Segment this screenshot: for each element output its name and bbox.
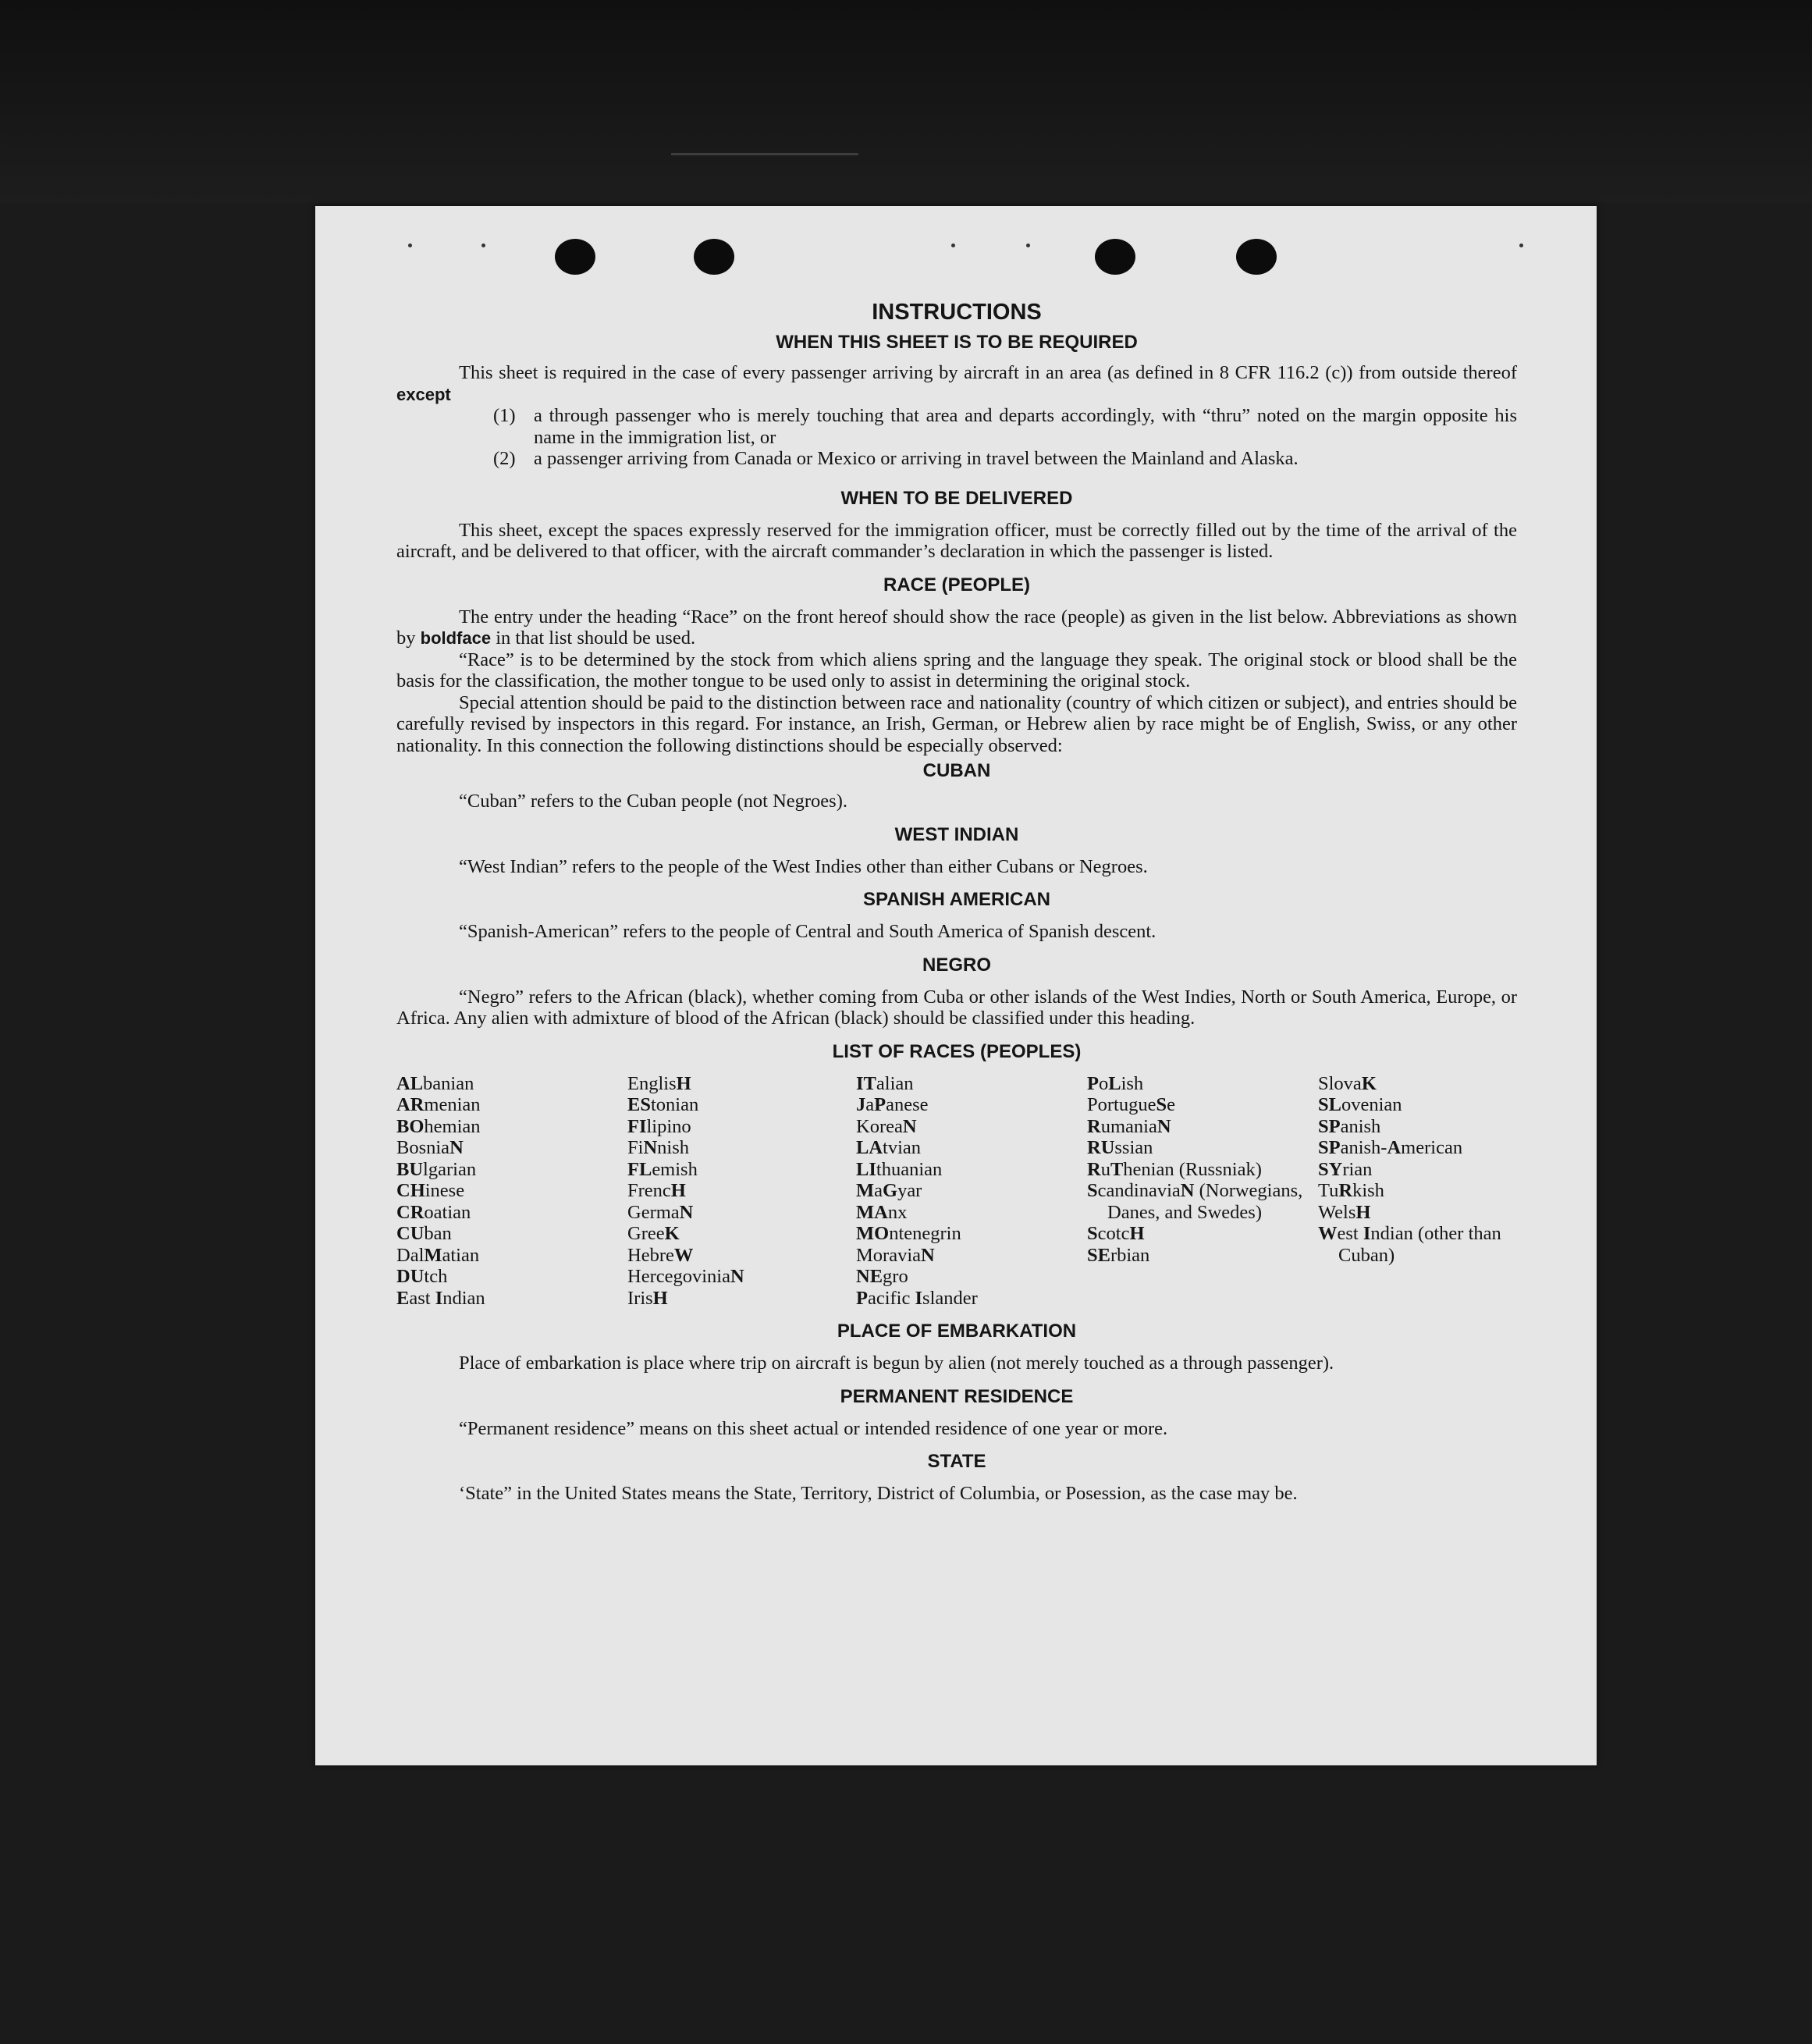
race-abbrev: SE — [1087, 1244, 1110, 1266]
race-entry — [1318, 1223, 1517, 1266]
race-text: banian — [423, 1072, 474, 1094]
race-entry — [627, 1137, 856, 1159]
race-abbrev: M — [856, 1180, 875, 1201]
race-text: Fi — [627, 1137, 644, 1158]
race-text: a — [874, 1180, 883, 1201]
race-text: a — [865, 1094, 875, 1115]
race-entry — [627, 1223, 856, 1245]
race-abbrev: MA — [856, 1201, 888, 1223]
race-entry — [1087, 1180, 1318, 1223]
race-text: ish — [1121, 1072, 1144, 1094]
race-text: Englis — [627, 1072, 677, 1094]
race-abbrev: RU — [1087, 1137, 1115, 1158]
race-abbrev: NE — [856, 1266, 883, 1287]
race-text: Tu — [1318, 1180, 1339, 1201]
race-abbrev: N — [679, 1201, 694, 1223]
race-abbrev: W — [673, 1244, 694, 1266]
race-text: thuanian — [876, 1158, 943, 1180]
race-entry — [856, 1094, 1087, 1116]
race-abbrev: I — [1363, 1223, 1371, 1244]
race-entry — [1087, 1245, 1318, 1267]
punch-hole — [1236, 239, 1277, 275]
race-abbrev: L — [1108, 1072, 1121, 1094]
heading-race: RACE (PEOPLE) — [883, 574, 1030, 595]
race-entry — [1087, 1073, 1318, 1095]
race-text: o — [1098, 1072, 1109, 1094]
race-text: ovenian — [1341, 1094, 1402, 1115]
race-entry — [1318, 1094, 1517, 1116]
race-abbrev: IT — [856, 1072, 876, 1094]
race-entry — [1087, 1137, 1318, 1159]
race-text: nish — [657, 1137, 689, 1158]
race-text: cotc — [1097, 1223, 1130, 1244]
race-text: hemian — [424, 1115, 481, 1137]
race-text: gro — [883, 1266, 908, 1287]
race-entry — [396, 1137, 627, 1159]
race-abbrev: R — [1087, 1115, 1101, 1137]
race-entry — [627, 1116, 856, 1138]
race-entry — [396, 1266, 627, 1288]
race-entry — [856, 1202, 1087, 1224]
race-abbrev: SP — [1318, 1137, 1341, 1158]
race-entry — [627, 1159, 856, 1181]
race-entry — [627, 1180, 856, 1202]
race-text: e — [1167, 1094, 1175, 1115]
race-text: Gree — [627, 1223, 665, 1244]
race-text: henian (Russniak) — [1123, 1158, 1262, 1180]
race-abbrev: AL — [396, 1072, 424, 1094]
race-abbrev: N — [1180, 1180, 1195, 1201]
negro-text: “Negro” refers to the African (black), whether coming from Cuba or other islands of the West Indies, North or South America, Europe, or Africa. Any alien with admixture of blood of the African (black) should be classified under this heading. — [396, 986, 1517, 1029]
race-entry — [396, 1180, 627, 1202]
boldface-keyword: boldface — [420, 628, 492, 648]
delivered-text: This sheet, except the spaces expressly reserved for the immigration officer, must be correctly filled out by the time of the arrival of the aircraft, and be delivered to that officer, with the aircraft commander’s declaration in which the passenger is listed. — [396, 519, 1517, 562]
race-text: tvian — [883, 1137, 922, 1158]
race-abbrev: CH — [396, 1180, 425, 1201]
race-entry — [1318, 1180, 1517, 1202]
race-text: atian — [442, 1244, 480, 1266]
race-abbrev: R — [1087, 1158, 1101, 1180]
race-text: ast — [409, 1287, 435, 1309]
race-text: merican — [1401, 1137, 1463, 1158]
race-abbrev: K — [664, 1223, 680, 1244]
race-abbrev: SP — [1318, 1115, 1341, 1137]
race-text: nx — [887, 1201, 908, 1223]
race-text: yar — [897, 1180, 922, 1201]
race-abbrev: SY — [1318, 1158, 1343, 1180]
heading-state: STATE — [927, 1451, 986, 1472]
scan-artifact — [671, 153, 858, 155]
heading-residence: PERMANENT RESIDENCE — [840, 1385, 1074, 1407]
race-text: candinavia — [1097, 1180, 1181, 1201]
race-text: ssian — [1114, 1137, 1153, 1158]
race-entry — [627, 1266, 856, 1288]
race-entry — [1087, 1223, 1318, 1245]
race-abbrev: DU — [396, 1266, 425, 1287]
race-text: u — [1100, 1158, 1110, 1180]
heading-negro: NEGRO — [922, 954, 991, 976]
race-abbrev: LA — [856, 1137, 883, 1158]
race-abbrev: S — [1087, 1223, 1098, 1244]
race-abbrev: CR — [396, 1201, 425, 1223]
residence-text: “Permanent residence” means on this sheet actual or intended residence of one year or more. — [459, 1417, 1168, 1439]
race-abbrev: BO — [396, 1115, 425, 1137]
race-entry — [627, 1245, 856, 1267]
required-intro: This sheet is required in the case of every passenger arriving by aircraft in an area (as defined in 8 CFR 116.2 (c)) from outside thereof except — [396, 362, 1517, 404]
race-abbrev: S — [1156, 1094, 1167, 1115]
race-text: oatian — [424, 1201, 471, 1223]
race-text: Iris — [627, 1287, 653, 1309]
race-abbrev: H — [670, 1180, 686, 1201]
race-abbrev: LI — [856, 1158, 876, 1180]
race-text: Frenc — [627, 1180, 671, 1201]
except-keyword: except — [396, 384, 451, 404]
race-text: Moravia — [856, 1244, 921, 1266]
race-text: slander — [922, 1287, 978, 1309]
race-entry — [1087, 1094, 1318, 1116]
race-entry — [396, 1159, 627, 1181]
race-text: Portugue — [1087, 1094, 1156, 1115]
margin-dot — [951, 244, 955, 247]
race-abbrev: A — [1387, 1137, 1402, 1158]
race-text: lipino — [646, 1115, 691, 1137]
exception-item: (2) a passenger arriving from Canada or Mexico or arriving in travel between the Mainland and Alaska. — [493, 448, 1299, 469]
race-entry — [1318, 1073, 1517, 1095]
race-column — [1087, 1073, 1318, 1310]
race-text: anese — [886, 1094, 929, 1115]
race-column — [396, 1073, 627, 1310]
race-entry — [396, 1288, 627, 1310]
race-abbrev: J — [856, 1094, 866, 1115]
document-page — [315, 206, 1597, 1765]
race-text: ndian (other than Cuban) — [1338, 1223, 1501, 1266]
race-text: Hercegovinia — [627, 1266, 730, 1287]
race-abbrev: CU — [396, 1223, 425, 1244]
race-text: emish — [652, 1158, 698, 1180]
race-abbrev: I — [435, 1287, 443, 1309]
race-entry — [396, 1202, 627, 1224]
west-indian-text: “West Indian” refers to the people of the West Indies other than either Cubans or Negroes. — [459, 855, 1148, 877]
race-column — [1318, 1073, 1517, 1310]
race-entry — [856, 1073, 1087, 1095]
race-abbrev: H — [1129, 1223, 1145, 1244]
race-abbrev: N — [921, 1244, 935, 1266]
race-text: alian — [876, 1072, 914, 1094]
race-entry — [856, 1245, 1087, 1267]
race-text: kish — [1352, 1180, 1384, 1201]
race-text: ban — [424, 1223, 452, 1244]
race-abbrev: T — [1110, 1158, 1124, 1180]
race-abbrev: BU — [396, 1158, 424, 1180]
race-entry — [396, 1094, 627, 1116]
race-text: Germa — [627, 1201, 680, 1223]
race-text: rbian — [1110, 1244, 1150, 1266]
race-paragraph-2: “Race” is to be determined by the stock from which aliens spring and the language they speak. The original stock or blood shall be the basis for the classification, the mother tongue to be used only to assist in determining the original stock. — [396, 649, 1517, 691]
heading-list-of-races: LIST OF RACES (PEOPLES) — [832, 1040, 1082, 1062]
race-abbrev: W — [1318, 1223, 1338, 1244]
race-abbrev: S — [1087, 1180, 1098, 1201]
heading-spanish-american: SPANISH AMERICAN — [862, 889, 1050, 910]
race-entry — [627, 1202, 856, 1224]
race-text: menian — [424, 1094, 481, 1115]
margin-dot — [481, 244, 485, 247]
race-abbrev: I — [915, 1287, 923, 1309]
margin-dot — [1026, 244, 1030, 247]
race-abbrev: FI — [627, 1115, 647, 1137]
heading-delivered: WHEN TO BE DELIVERED — [840, 487, 1073, 509]
heading-cuban: CUBAN — [922, 760, 991, 781]
cuban-text: “Cuban” refers to the Cuban people (not Negroes). — [459, 791, 847, 812]
instructions-content — [396, 298, 1517, 1505]
race-abbrev: H — [676, 1072, 691, 1094]
race-entry — [627, 1094, 856, 1116]
exceptions-list — [396, 405, 1517, 470]
race-entry — [396, 1116, 627, 1138]
race-abbrev: N — [449, 1137, 464, 1158]
race-entry — [627, 1288, 856, 1310]
margin-dot — [408, 244, 412, 247]
race-text: inese — [425, 1180, 465, 1201]
race-abbrev: P — [856, 1287, 868, 1309]
heading-embarkation: PLACE OF EMBARKATION — [837, 1321, 1077, 1342]
race-text: Wels — [1318, 1201, 1356, 1223]
embarkation-text: Place of embarkation is place where trip on aircraft is begun by alien (not merely touched as a through passenger). — [459, 1353, 1334, 1374]
race-text: anish — [1340, 1115, 1381, 1137]
page-title: INSTRUCTIONS — [872, 300, 1042, 325]
race-abbrev: MO — [856, 1223, 890, 1244]
race-entry — [1318, 1116, 1517, 1138]
race-abbrev: P — [874, 1094, 886, 1115]
race-abbrev: AR — [396, 1094, 425, 1115]
race-text: anish- — [1340, 1137, 1387, 1158]
scan-background — [0, 0, 1812, 203]
race-abbrev: G — [883, 1180, 898, 1201]
punch-hole — [694, 239, 734, 275]
punch-hole — [555, 239, 595, 275]
race-text: Hebre — [627, 1244, 674, 1266]
race-entry — [396, 1223, 627, 1245]
race-abbrev: E — [396, 1287, 410, 1309]
exception-item: (1) a through passenger who is merely touching that area and departs accordingly, with “thru” noted on the margin opposite his name in the immigration list, or — [493, 405, 1517, 448]
race-text: ndian — [442, 1287, 485, 1309]
race-abbrev: N — [643, 1137, 658, 1158]
race-abbrev: H — [652, 1287, 668, 1309]
race-text: tch — [424, 1266, 448, 1287]
heading-west-indian: WEST INDIAN — [894, 823, 1019, 845]
race-entry — [396, 1073, 627, 1095]
race-column — [856, 1073, 1087, 1310]
race-entry — [396, 1245, 627, 1267]
race-text: lgarian — [423, 1158, 477, 1180]
race-abbrev: M — [424, 1244, 442, 1266]
race-entry — [856, 1266, 1087, 1288]
spanish-american-text: “Spanish-American” refers to the people of Central and South America of Spanish descent. — [459, 921, 1156, 942]
race-text: Slova — [1318, 1072, 1362, 1094]
race-entry — [627, 1073, 856, 1095]
race-text: acific — [867, 1287, 915, 1309]
race-text: Dal — [396, 1244, 425, 1266]
punch-hole — [1095, 239, 1135, 275]
race-entry — [1318, 1137, 1517, 1159]
race-entry — [1318, 1159, 1517, 1181]
race-abbrev: ES — [627, 1094, 651, 1115]
race-abbrev: N — [730, 1266, 744, 1287]
race-text: Korea — [856, 1115, 903, 1137]
state-text: ‘State” in the United States means the State, Territory, District of Columbia, or Posession, as the case may be. — [459, 1483, 1298, 1504]
race-text: tonian — [650, 1094, 699, 1115]
race-entry — [856, 1159, 1087, 1181]
race-entry — [1087, 1159, 1318, 1181]
race-column — [627, 1073, 856, 1310]
heading-required: WHEN THIS SHEET IS TO BE REQUIRED — [776, 332, 1138, 353]
race-abbrev: R — [1338, 1180, 1353, 1201]
race-text: umania — [1100, 1115, 1157, 1137]
race-paragraph-1: The entry under the heading “Race” on the front hereof should show the race (people) as given in the list below. Abbreviations as shown by boldface in that list should be used. — [396, 606, 1517, 649]
race-entry — [856, 1116, 1087, 1138]
race-paragraph-3: Special attention should be paid to the distinction between race and nationality (country of which citizen or subject), and entries should be carefully revised by inspectors in this regard. For instance, an Irish, German, or Hebrew alien by race might be of English, Swiss, or any other nationality. In this connection the following distinctions should be especially observed: — [396, 691, 1517, 756]
race-abbrev: K — [1361, 1072, 1377, 1094]
race-text: ntenegrin — [889, 1223, 961, 1244]
race-abbrev: SL — [1318, 1094, 1341, 1115]
margin-dot — [1519, 244, 1523, 247]
race-entry — [856, 1223, 1087, 1245]
race-text: rian — [1342, 1158, 1373, 1180]
race-text: (Norwegians, Danes, and Swedes) — [1107, 1180, 1303, 1223]
race-abbrev: N — [1156, 1115, 1171, 1137]
race-abbrev: N — [902, 1115, 917, 1137]
race-entry — [856, 1137, 1087, 1159]
race-abbrev: H — [1355, 1201, 1371, 1223]
race-entry — [856, 1288, 1087, 1310]
race-list — [396, 1073, 1517, 1310]
race-text: est — [1337, 1223, 1363, 1244]
race-entry — [1318, 1202, 1517, 1224]
race-abbrev: P — [1087, 1072, 1099, 1094]
race-entry — [1087, 1116, 1318, 1138]
race-abbrev: FL — [627, 1158, 652, 1180]
race-text: Bosnia — [396, 1137, 450, 1158]
race-entry — [856, 1180, 1087, 1202]
